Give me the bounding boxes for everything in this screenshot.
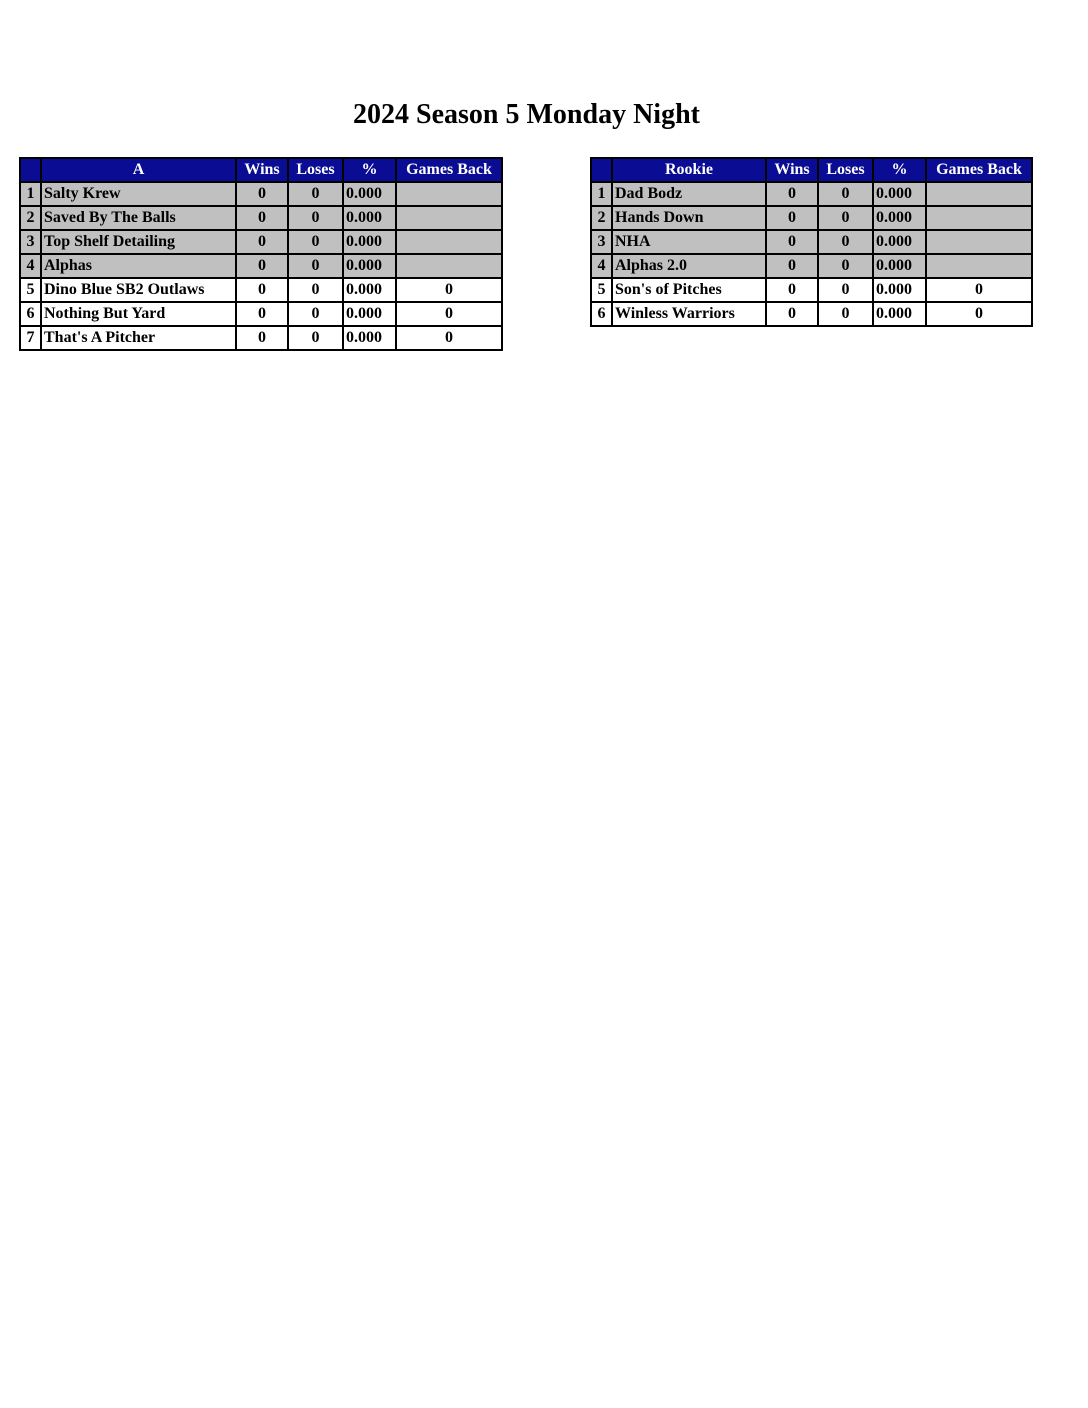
header-rank bbox=[20, 158, 41, 182]
rank-cell: 4 bbox=[591, 254, 612, 278]
rank-cell: 1 bbox=[591, 182, 612, 206]
team-cell: Dad Bodz bbox=[612, 182, 766, 206]
games-back-cell bbox=[396, 254, 502, 278]
table-row bbox=[20, 182, 502, 206]
team-cell: Saved By The Balls bbox=[41, 206, 236, 230]
team-cell: Dino Blue SB2 Outlaws bbox=[41, 278, 236, 302]
rank-cell: 5 bbox=[20, 278, 41, 302]
table-row bbox=[591, 278, 1032, 302]
loses-cell: 0 bbox=[818, 254, 873, 278]
table-row bbox=[20, 254, 502, 278]
loses-cell: 0 bbox=[288, 206, 343, 230]
header-pct: % bbox=[343, 158, 396, 182]
loses-cell: 0 bbox=[288, 326, 343, 350]
pct-cell: 0.000 bbox=[343, 302, 396, 326]
wins-cell: 0 bbox=[766, 254, 818, 278]
pct-cell: 0.000 bbox=[343, 230, 396, 254]
rank-cell: 4 bbox=[20, 254, 41, 278]
page-title: 2024 Season 5 Monday Night bbox=[353, 99, 700, 130]
wins-cell: 0 bbox=[766, 206, 818, 230]
pct-cell: 0.000 bbox=[873, 254, 926, 278]
games-back-cell: 0 bbox=[396, 326, 502, 350]
pct-cell: 0.000 bbox=[873, 206, 926, 230]
rank-cell: 5 bbox=[591, 278, 612, 302]
loses-cell: 0 bbox=[288, 278, 343, 302]
wins-cell: 0 bbox=[236, 278, 288, 302]
team-cell: Alphas 2.0 bbox=[612, 254, 766, 278]
pct-cell: 0.000 bbox=[873, 302, 926, 326]
rank-cell: 3 bbox=[591, 230, 612, 254]
team-cell: That's A Pitcher bbox=[41, 326, 236, 350]
team-cell: Son's of Pitches bbox=[612, 278, 766, 302]
rank-cell: 1 bbox=[20, 182, 41, 206]
wins-cell: 0 bbox=[236, 326, 288, 350]
loses-cell: 0 bbox=[288, 230, 343, 254]
games-back-cell bbox=[926, 206, 1032, 230]
table-header-row bbox=[591, 158, 1032, 182]
rank-cell: 2 bbox=[20, 206, 41, 230]
header-pct: % bbox=[873, 158, 926, 182]
header-division-name: Rookie bbox=[612, 158, 766, 182]
table-row bbox=[591, 302, 1032, 326]
table-row bbox=[20, 302, 502, 326]
team-cell: Top Shelf Detailing bbox=[41, 230, 236, 254]
table-row bbox=[591, 206, 1032, 230]
games-back-cell bbox=[926, 230, 1032, 254]
rank-cell: 6 bbox=[20, 302, 41, 326]
header-rank bbox=[591, 158, 612, 182]
rank-cell: 2 bbox=[591, 206, 612, 230]
wins-cell: 0 bbox=[766, 278, 818, 302]
games-back-cell: 0 bbox=[396, 302, 502, 326]
table-row bbox=[591, 182, 1032, 206]
pct-cell: 0.000 bbox=[343, 206, 396, 230]
rank-cell: 6 bbox=[591, 302, 612, 326]
loses-cell: 0 bbox=[818, 302, 873, 326]
games-back-cell bbox=[396, 206, 502, 230]
standings-table-a bbox=[19, 157, 503, 351]
header-games-back: Games Back bbox=[926, 158, 1032, 182]
games-back-cell bbox=[396, 230, 502, 254]
wins-cell: 0 bbox=[766, 182, 818, 206]
games-back-cell: 0 bbox=[396, 278, 502, 302]
pct-cell: 0.000 bbox=[343, 254, 396, 278]
wins-cell: 0 bbox=[236, 182, 288, 206]
header-wins: Wins bbox=[766, 158, 818, 182]
team-cell: Hands Down bbox=[612, 206, 766, 230]
pct-cell: 0.000 bbox=[343, 182, 396, 206]
header-loses: Loses bbox=[818, 158, 873, 182]
header-division-name: A bbox=[41, 158, 236, 182]
table-row bbox=[20, 278, 502, 302]
games-back-cell: 0 bbox=[926, 302, 1032, 326]
table-row bbox=[591, 254, 1032, 278]
header-loses: Loses bbox=[288, 158, 343, 182]
pct-cell: 0.000 bbox=[873, 230, 926, 254]
games-back-cell bbox=[926, 254, 1032, 278]
loses-cell: 0 bbox=[818, 230, 873, 254]
rank-cell: 7 bbox=[20, 326, 41, 350]
wins-cell: 0 bbox=[236, 230, 288, 254]
loses-cell: 0 bbox=[818, 278, 873, 302]
wins-cell: 0 bbox=[236, 302, 288, 326]
games-back-cell bbox=[396, 182, 502, 206]
loses-cell: 0 bbox=[818, 206, 873, 230]
loses-cell: 0 bbox=[288, 182, 343, 206]
standings-table-rookie bbox=[590, 157, 1033, 327]
rank-cell: 3 bbox=[20, 230, 41, 254]
table-header-row bbox=[20, 158, 502, 182]
pct-cell: 0.000 bbox=[873, 182, 926, 206]
header-games-back: Games Back bbox=[396, 158, 502, 182]
table-row bbox=[20, 326, 502, 350]
loses-cell: 0 bbox=[818, 182, 873, 206]
loses-cell: 0 bbox=[288, 254, 343, 278]
team-cell: Alphas bbox=[41, 254, 236, 278]
team-cell: Winless Warriors bbox=[612, 302, 766, 326]
wins-cell: 0 bbox=[766, 302, 818, 326]
table-row bbox=[591, 230, 1032, 254]
table-row bbox=[20, 230, 502, 254]
header-wins: Wins bbox=[236, 158, 288, 182]
table-row bbox=[20, 206, 502, 230]
team-cell: Nothing But Yard bbox=[41, 302, 236, 326]
loses-cell: 0 bbox=[288, 302, 343, 326]
games-back-cell: 0 bbox=[926, 278, 1032, 302]
team-cell: Salty Krew bbox=[41, 182, 236, 206]
wins-cell: 0 bbox=[236, 206, 288, 230]
games-back-cell bbox=[926, 182, 1032, 206]
pct-cell: 0.000 bbox=[343, 326, 396, 350]
pct-cell: 0.000 bbox=[343, 278, 396, 302]
team-cell: NHA bbox=[612, 230, 766, 254]
wins-cell: 0 bbox=[766, 230, 818, 254]
wins-cell: 0 bbox=[236, 254, 288, 278]
pct-cell: 0.000 bbox=[873, 278, 926, 302]
